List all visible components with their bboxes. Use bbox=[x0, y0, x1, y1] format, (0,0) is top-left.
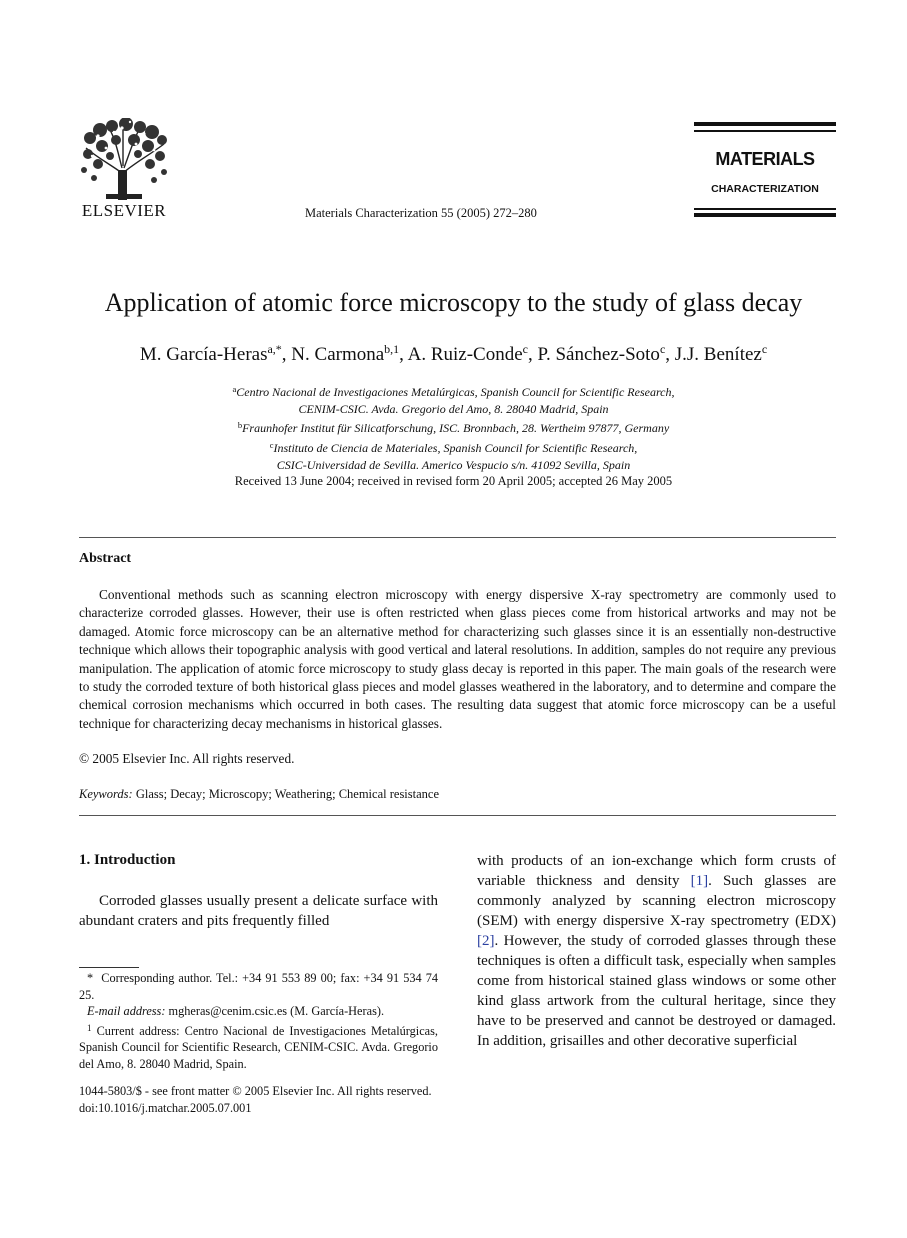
affiliation-line: $^c$Instituto de Ciencia de Materiales, Spanish Council for Scientific Research, bbox=[269, 440, 638, 456]
footnote-email: E-mail address: mgheras@cenim.csic.es (M. García-Heras). bbox=[87, 1004, 385, 1018]
email-address[interactable]: mgheras@cenim.csic.es (M. García-Heras). bbox=[168, 1004, 385, 1018]
doi[interactable]: doi:10.1016/j.matchar.2005.07.001 bbox=[79, 1101, 252, 1115]
abstract-text: Conventional methods such as scanning electron microscopy with energy dispersive X-ray spectrometry are commonly used to characterize corroded glasses. However, their use is often restricted when glass pieces come from historical artworks and may not be damaged. Atomic force microscopy can be an alternative method for characterizing such glasses since it is an essentially non-destructive technique which allows their topographic analysis with good vertical and lateral resolutions. In addition, samples do not require any previous manipulation. The application of atomic force microscopy to study glass decay is reported in this paper. The main goals of the research were to study the corroded texture of both historical glass pieces and model glasses weathered in the laboratory, and to determine and compare the chemical corrosion mechanisms which occurred in both cases. The resulting data suggest that atomic force microscopy can be a useful technique for characterizing decay mechanisms in historical glasses. bbox=[79, 587, 836, 731]
keywords bbox=[79, 787, 439, 802]
article-history-dates: Received 13 June 2004; received in revised form 20 April 2005; accepted 26 May 2005 bbox=[234, 474, 673, 488]
author: P. Sánchez-Soto bbox=[537, 344, 660, 365]
brand-rule-bottom-thick bbox=[694, 213, 836, 217]
affiliation-line: CENIM-CSIC. Avda. Gregorio del Amo, 8. 28040 Madrid, Spain bbox=[298, 401, 609, 416]
author-affiliation-mark: c bbox=[659, 342, 666, 356]
author: J.J. Benítez bbox=[674, 344, 762, 365]
intro-paragraph-right: with products of an ion-exchange which form crusts of variable thickness and density [1]. Such glasses are commonly analyzed by scanning electron microscopy (SEM) with energy dispersive X-ray spectrometry (EDX) [2]. However, the study of corroded glasses through these techniques is often a difficult task, especially when samples come from historical stained glass windows or some other kind glass artwork from the cultural heritage, since they have to be preserved and cannot be destroyed or damaged. In addition, grisailles and other decorative superficial bbox=[477, 853, 836, 1049]
affiliation-mark: c bbox=[269, 440, 274, 451]
brand-line-characterization: CHARACTERIZATION bbox=[711, 183, 819, 195]
author-affiliation-mark: a,* bbox=[267, 342, 282, 356]
footnote-rule bbox=[79, 967, 139, 968]
intro-paragraph-left: Corroded glasses usually present a delicate surface with abundant craters and pits frequently filled bbox=[79, 893, 438, 929]
citation-link[interactable]: [1] bbox=[690, 873, 709, 889]
brand-rule-bottom-thin bbox=[694, 208, 836, 210]
footnotes bbox=[79, 970, 438, 1072]
brand-line-materials: MATERIALS bbox=[715, 149, 815, 169]
journal-reference: Materials Characterization 55 (2005) 272–280 bbox=[305, 206, 537, 220]
divider-bottom bbox=[79, 815, 836, 816]
issn-line: 1044-5803/$ - see front matter © 2005 Elsevier Inc. All rights reserved. bbox=[79, 1084, 432, 1098]
journal-brand bbox=[694, 120, 836, 220]
footnote-current-address: $^1$ Current address: Centro Nacional de Investigaciones Metalúrgicas, Spanish Council for Scientific Research, CENIM-CSIC. Avda. Gregorio del Amo, 8. 28040 Madrid, Spain. bbox=[79, 1022, 438, 1071]
publisher-name: ELSEVIER bbox=[81, 201, 167, 220]
author-list: M. García-Heras$^{a,*}$, N. Carmona$^{b,1}$, A. Ruiz-Conde$^c$, P. Sánchez-Soto$^c$, J.J. Benítez$^c$ bbox=[139, 342, 768, 365]
brand-rule-top-thin bbox=[694, 130, 836, 132]
affiliation-mark: b bbox=[237, 420, 243, 431]
affiliation-line: CSIC-Universidad de Sevilla. Americo Vespucio s/n. 41092 Sevilla, Spain bbox=[276, 457, 631, 472]
affiliation-mark: a bbox=[232, 384, 237, 394]
affiliations bbox=[0, 381, 907, 474]
author: M. García-Heras bbox=[139, 344, 268, 365]
divider-top bbox=[79, 537, 836, 538]
abstract-heading: Abstract bbox=[79, 551, 132, 566]
keywords-list: Glass; Decay; Microscopy; Weathering; Chemical resistance bbox=[135, 787, 440, 801]
affiliation-line: $^b$Fraunhofer Institut für Silicatforschung, ISC. Bronnbach, 28. Wertheim 97877, Germany bbox=[237, 420, 670, 436]
brand-rule-top-thick bbox=[694, 122, 836, 126]
front-matter bbox=[79, 1083, 432, 1117]
footnote-corresponding: * Corresponding author. Tel.: +34 91 553 89 00; fax: +34 91 534 74 25. bbox=[79, 971, 438, 1002]
abstract-copyright: © 2005 Elsevier Inc. All rights reserved. bbox=[79, 751, 295, 766]
author: A. Ruiz-Conde bbox=[407, 344, 523, 365]
author-affiliation-mark: c bbox=[761, 342, 768, 356]
section-heading: 1. Introduction bbox=[79, 852, 176, 868]
tree-emblem-icon bbox=[78, 118, 170, 202]
article-title: Application of atomic force microscopy to the study of glass decay bbox=[104, 288, 803, 317]
affiliation-line: $^a$Centro Nacional de Investigaciones Metalúrgicas, Spanish Council for Scientific Research, bbox=[232, 384, 675, 399]
author-affiliation-mark: b,1 bbox=[384, 342, 400, 356]
author-affiliation-mark: c bbox=[522, 342, 528, 356]
author: N. Carmona bbox=[291, 344, 385, 365]
keywords-label: Keywords: bbox=[79, 787, 133, 801]
citation-link[interactable]: [2] bbox=[477, 933, 495, 949]
